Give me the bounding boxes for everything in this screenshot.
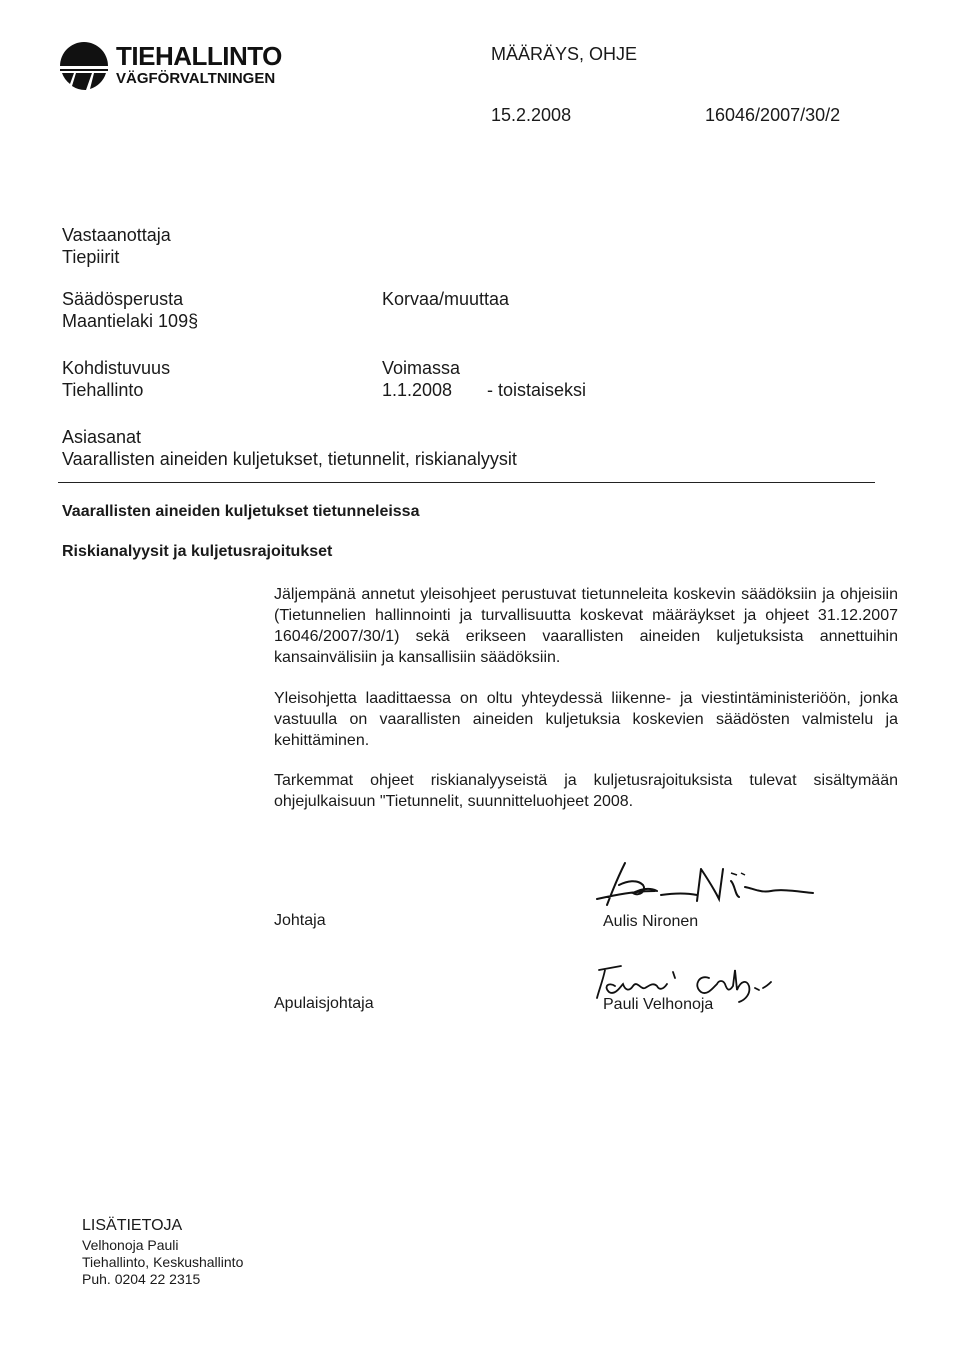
reference-number: 16046/2007/30/2: [705, 105, 841, 125]
tiehallinto-t-logo-icon: [58, 40, 110, 92]
subjects-label: Asiasanat: [62, 427, 142, 447]
contact-phone: Puh. 0204 22 2315: [82, 1271, 201, 1287]
subjects-value: Vaarallisten aineiden kuljetukset, tietunnelit, riskianalyysit: [62, 449, 517, 469]
page-title: Vaarallisten aineiden kuljetukset tietunneleissa: [62, 503, 420, 520]
recipient-value: Tiepiirit: [62, 247, 120, 267]
logo-title: TIEHALLINTO: [116, 41, 282, 71]
divider: [58, 482, 875, 483]
valid-until: - toistaiseksi: [487, 380, 587, 400]
valid-label: Voimassa: [382, 358, 461, 378]
signer-2-role: Apulaisjohtaja: [274, 995, 374, 1012]
body-paragraph-2: Yleisohjetta laadittaessa on oltu yhteydessä liikenne- ja viestintäministeriöön, jonka vastuulla on vaarallisten aineiden kuljetuksia koskevien säädösten valmistelu ja kehittäminen.: [274, 690, 898, 749]
signature-1-image: [585, 855, 825, 915]
replaces-label: Korvaa/muuttaa: [382, 289, 510, 309]
valid-from: 1.1.2008: [382, 380, 453, 400]
document-type: MÄÄRÄYS, OHJE: [491, 44, 638, 64]
document-date: 15.2.2008: [491, 105, 572, 125]
recipient-label: Vastaanottaja: [62, 225, 171, 245]
contact-org: Tiehallinto, Keskushallinto: [82, 1254, 244, 1270]
signer-1-name: Aulis Nironen: [603, 913, 699, 930]
page-subtitle: Riskianalyysit ja kuljetusrajoitukset: [62, 543, 333, 560]
contact-name: Velhonoja Pauli: [82, 1237, 179, 1253]
body-paragraph-3: Tarkemmat ohjeet riskianalyyseistä ja kuljetusrajoituksista tulevat sisältymään ohjejulkaisuun "Tietunnelit, suunnitteluohjeet 2008.: [274, 772, 898, 810]
basis-label: Säädösperusta: [62, 289, 184, 309]
signer-1-role: Johtaja: [274, 912, 326, 929]
contact-heading: LISÄTIETOJA: [82, 1217, 183, 1234]
signer-2-name: Pauli Velhonoja: [603, 996, 714, 1013]
body-paragraph-1: Jäljempänä annetut yleisohjeet perustuvat tietunneleita koskevin säädöksiin ja ohjeisiin (Tietunnelien hallinnointi ja turvallisuutta koskevat määräykset ja ohjeet 31.12.2007 16046/2007/30/1) sekä erikseen vaarallisten aineiden kuljetuksista annettuihin kansainvälisiin ja kansallisiin säädöksiin.: [274, 586, 898, 666]
basis-value: Maantielaki 109§: [62, 311, 199, 331]
scope-label: Kohdistuvuus: [62, 358, 171, 378]
logo-subtitle: VÄGFÖRVALTNINGEN: [116, 70, 276, 87]
scope-value: Tiehallinto: [62, 380, 144, 400]
